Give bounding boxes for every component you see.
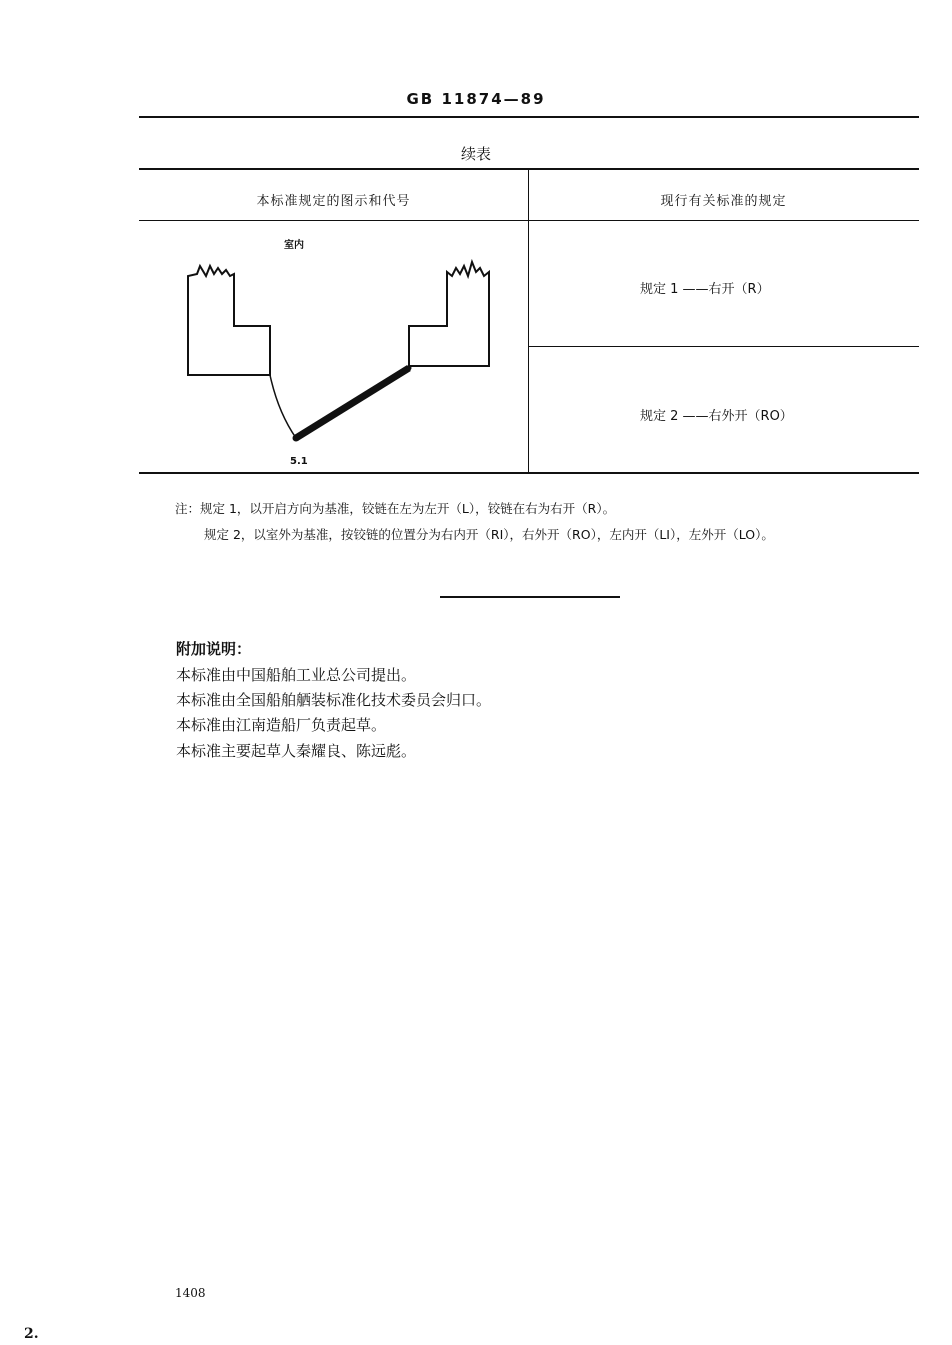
additional-info-line-3: 本标准由江南造船厂负责起草。 <box>176 716 387 734</box>
rule-1-text: 规定 1 ——右开（R） <box>640 282 770 297</box>
right-wall-outline <box>409 262 489 366</box>
figure-label-code: 5.1 <box>290 456 308 467</box>
section-separator <box>440 596 620 598</box>
rule-2-text: 规定 2 ——右外开（RO） <box>640 409 793 424</box>
column-header-figure: 本标准规定的图示和代号 <box>256 194 411 209</box>
door-leaf <box>296 368 409 438</box>
corner-mark: 2. <box>24 1326 39 1342</box>
door-swing-arc <box>270 375 296 438</box>
additional-info-title: 附加说明： <box>176 640 252 658</box>
note-line-1: 注：规定 1，以开启方向为基准，铰链在左为左开（L），铰链在右为右开（R）。 <box>175 501 616 516</box>
figure-label-indoor: 室内 <box>284 240 304 251</box>
column-header-rules: 现行有关标准的规定 <box>660 194 787 209</box>
door-end-point <box>407 366 412 371</box>
page-number: 1408 <box>175 1286 206 1300</box>
table-title: 续表 <box>460 145 491 163</box>
additional-info-line-1: 本标准由中国船舶工业总公司提出。 <box>176 666 417 684</box>
hinge-point <box>293 435 300 442</box>
document-code: GB 11874—89 <box>406 90 546 108</box>
left-wall-outline <box>188 266 270 375</box>
additional-info-line-2: 本标准由全国船舶舾装标准化技术委员会归口。 <box>176 691 492 709</box>
additional-info-line-4: 本标准主要起草人秦耀良、陈远彪。 <box>176 742 417 760</box>
door-swing-diagram <box>0 0 952 480</box>
note-line-2: 规定 2，以室外为基准，按铰链的位置分为右内开（RI），右外开（RO），左内开（LI），左外开（LO）。 <box>204 527 774 542</box>
